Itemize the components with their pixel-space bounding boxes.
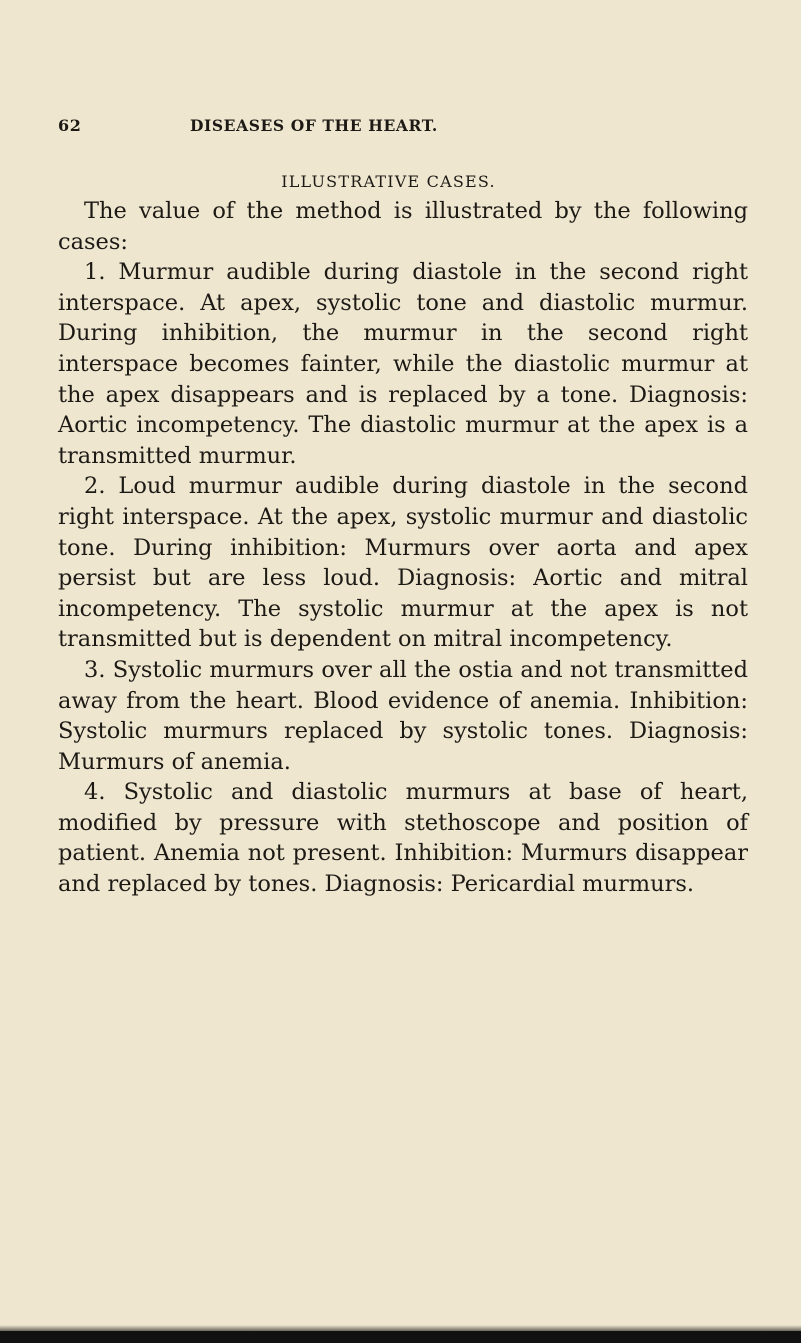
case-2-paragraph: 2. Loud murmur audible during diastole in the second right interspace. At the apex, systolic murmur and diastolic tone. During inhibition: Murmurs over aorta and apex persist but are less loud. Diagnosis: Aortic and mitral incompetency. The systolic murmur at the apex is not transmitted but is dependent on mitral incompetency. — [58, 473, 748, 653]
case-3-paragraph: 3. Systolic murmurs over all the ostia and not transmitted away from the heart. Blood evidence of anemia. Inhibition: Systolic murmurs replaced by systolic tones. Diagnosis: Murmurs of anemia. — [58, 656, 748, 775]
section-heading: ILLUSTRATIVE CASES. — [281, 172, 496, 191]
running-head — [58, 116, 748, 138]
case-1-paragraph: 1. Murmur audible during diastole in the second right interspace. At apex, systolic tone and diastolic murmur. During inhibition, the murmur in the second right interspace becomes fainter, while the diastolic murmur at the apex disappears and is replaced by a tone. Diagnosis: Aortic incompetency. The diastolic murmur at the apex is a transmitted murmur. — [58, 259, 748, 469]
case-4-paragraph: 4. Systolic and diastolic murmurs at base of heart, modified by pressure with stethoscope and position of patient. Anemia not present. Inhibition: Murmurs disappear and replaced by tones. Diagnosis: Pericardial murmurs. — [58, 779, 748, 898]
running-title: DISEASES OF THE HEART. — [190, 116, 438, 135]
intro-paragraph: The value of the method is illustrated by the following cases: — [58, 198, 748, 255]
page-number: 62 — [58, 116, 82, 135]
page-bottom-edge — [0, 1331, 801, 1343]
body-text — [58, 196, 748, 900]
